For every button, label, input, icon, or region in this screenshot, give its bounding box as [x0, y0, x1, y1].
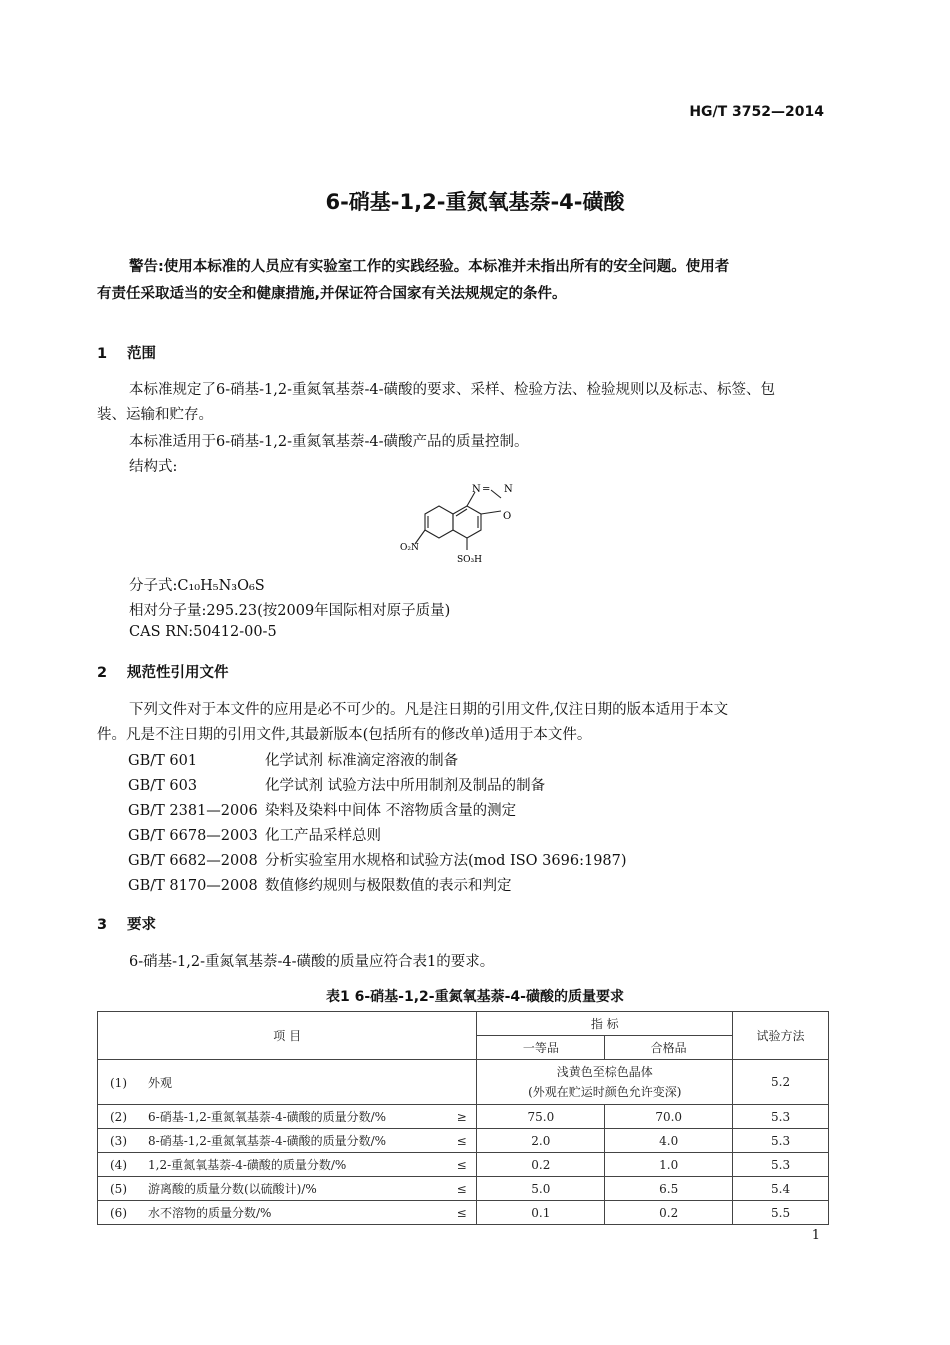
- reference-title: 化工产品采样总则: [265, 828, 381, 844]
- section-title: 要求: [127, 917, 156, 933]
- standard-number: HG/T 3752—2014: [689, 104, 824, 120]
- method-cell: 5.5: [733, 1201, 829, 1225]
- table-header-row: [98, 1012, 829, 1036]
- reference-title: 化学试剂 标准滴定溶液的制备: [265, 753, 459, 769]
- reference-item: [128, 749, 458, 770]
- item-number: (3): [110, 1134, 127, 1148]
- scope-line-1: 本标准规定了6-硝基-1,2-重氮氧基萘-4-磺酸的要求、采样、检验方法、检验规则以及标志、标签、包: [129, 382, 776, 398]
- item-name: 外观: [148, 1075, 173, 1090]
- reference-code: GB/T 8170—2008: [128, 878, 258, 894]
- sulfonic-group-label: SO₃H: [457, 555, 483, 565]
- reference-code: GB/T 2381—2006: [128, 803, 258, 819]
- scope-paragraph: [97, 378, 829, 428]
- item-number: (1): [110, 1075, 127, 1090]
- reference-code: GB/T 6682—2008: [128, 853, 258, 869]
- references-intro-line-1: 下列文件对于本文件的应用是必不可少的。凡是注日期的引用文件,仅注日期的版本适用于本文: [129, 702, 729, 718]
- structural-formula-diagram: [395, 478, 555, 568]
- grade-2-value: 70.0: [605, 1105, 733, 1129]
- warning-line-1: 警告:使用本标准的人员应有实验室工作的实践经验。本标准并未指出所有的安全问题。使用者: [129, 259, 730, 275]
- method-cell: 5.3: [733, 1129, 829, 1153]
- table-caption: 表1 6-硝基-1,2-重氮氧基萘-4-磺酸的质量要求: [326, 989, 624, 1005]
- reference-code: GB/T 6678—2003: [128, 828, 258, 844]
- scope-line-2: 装、运输和贮存。: [97, 407, 213, 423]
- warning-line-2: 有责任采取适当的安全和健康措施,并保证符合国家有关法规规定的条件。: [97, 286, 567, 302]
- references-intro: [97, 698, 829, 748]
- appearance-value: [477, 1060, 733, 1105]
- reference-item: [128, 799, 516, 820]
- header-method: 试验方法: [733, 1012, 829, 1060]
- limit-symbol: ≤: [447, 1153, 477, 1177]
- section-1-heading: [97, 342, 156, 363]
- item-name: 游离酸的质量分数(以硫酸计)/%: [148, 1182, 317, 1196]
- item-number: (4): [110, 1158, 127, 1172]
- naphthalene-right-ring: [453, 506, 481, 538]
- limit-symbol: ≤: [447, 1201, 477, 1225]
- section-number: 1: [97, 346, 108, 362]
- item-cell: [98, 1105, 447, 1129]
- reference-title: 分析实验室用水规格和试验方法(mod ISO 3696:1987): [265, 853, 627, 869]
- table-row: [98, 1060, 829, 1105]
- limit-symbol: ≤: [447, 1129, 477, 1153]
- table-row: [98, 1153, 829, 1177]
- header-index: 指 标: [477, 1012, 733, 1036]
- table-row: [98, 1201, 829, 1225]
- limit-symbol: ≥: [447, 1105, 477, 1129]
- reference-code: GB/T 603: [128, 778, 198, 794]
- item-number: (6): [110, 1206, 127, 1220]
- item-number: (2): [110, 1110, 127, 1124]
- requirements-text: 6-硝基-1,2-重氮氧基萘-4-磺酸的质量应符合表1的要求。: [129, 954, 495, 970]
- item-name: 8-硝基-1,2-重氮氧基萘-4-磺酸的质量分数/%: [148, 1134, 387, 1148]
- method-cell: 5.3: [733, 1105, 829, 1129]
- reference-item: [128, 824, 381, 845]
- quality-requirements-table: [97, 1011, 829, 1225]
- table-row: [98, 1177, 829, 1201]
- scope-applicability: 本标准适用于6-硝基-1,2-重氮氧基萘-4-磺酸产品的质量控制。: [129, 434, 529, 450]
- formula-label: 分子式:: [129, 578, 178, 594]
- item-name: 1,2-重氮氧基萘-4-磺酸的质量分数/%: [148, 1158, 347, 1172]
- atom-n-top-left: N: [472, 484, 481, 495]
- grade-1-value: 0.1: [477, 1201, 605, 1225]
- item-cell: [98, 1201, 447, 1225]
- grade-2-value: 1.0: [605, 1153, 733, 1177]
- section-number: 3: [97, 917, 108, 933]
- cas-number: CAS RN:50412-00-5: [129, 624, 277, 640]
- molecular-weight: 相对分子量:295.23(按2009年国际相对原子质量): [129, 603, 451, 619]
- double-bond-symbol: =: [482, 484, 491, 495]
- item-cell: [98, 1177, 447, 1201]
- grade-2-value: 6.5: [605, 1177, 733, 1201]
- limit-symbol: ≤: [447, 1177, 477, 1201]
- reference-title: 染料及染料中间体 不溶物质含量的测定: [265, 803, 517, 819]
- reference-item: [128, 874, 512, 895]
- grade-1-value: 2.0: [477, 1129, 605, 1153]
- grade-2-value: 4.0: [605, 1129, 733, 1153]
- method-cell: 5.3: [733, 1153, 829, 1177]
- section-3-heading: [97, 913, 156, 934]
- item-number: (5): [110, 1182, 127, 1196]
- reference-code: GB/T 601: [128, 753, 198, 769]
- section-title: 规范性引用文件: [127, 665, 229, 681]
- table-row: [98, 1105, 829, 1129]
- header-grade-1: 一等品: [477, 1036, 605, 1060]
- reference-title: 化学试剂 试验方法中所用制剂及制品的制备: [265, 778, 546, 794]
- section-number: 2: [97, 665, 108, 681]
- grade-1-value: 5.0: [477, 1177, 605, 1201]
- atom-n-top-right: N: [504, 484, 513, 495]
- grade-1-value: 75.0: [477, 1105, 605, 1129]
- grade-2-value: 0.2: [605, 1201, 733, 1225]
- page-number: 1: [811, 1228, 820, 1243]
- method-cell: 5.2: [733, 1060, 829, 1105]
- section-title: 范围: [127, 346, 156, 362]
- references-intro-line-2: 件。凡是不注日期的引用文件,其最新版本(包括所有的修改单)适用于本文件。: [97, 727, 592, 743]
- table-row: [98, 1129, 829, 1153]
- reference-item: [128, 774, 545, 795]
- reference-title: 数值修约规则与极限数值的表示和判定: [265, 878, 512, 894]
- reference-item: [128, 849, 627, 870]
- item-cell: [98, 1153, 447, 1177]
- item-name: 6-硝基-1,2-重氮氧基萘-4-磺酸的质量分数/%: [148, 1110, 387, 1124]
- header-grade-2: 合格品: [605, 1036, 733, 1060]
- header-item: 项 目: [98, 1012, 477, 1060]
- appearance-line-1: 浅黄色至棕色晶体: [556, 1065, 653, 1079]
- item-cell: [98, 1060, 477, 1105]
- molecular-formula: [129, 574, 265, 595]
- grade-1-value: 0.2: [477, 1153, 605, 1177]
- document-title: 6-硝基-1,2-重氮氧基萘-4-磺酸: [325, 190, 625, 214]
- warning-paragraph: [97, 254, 829, 308]
- section-2-heading: [97, 661, 229, 682]
- structure-label: 结构式:: [129, 459, 178, 475]
- item-name: 水不溶物的质量分数/%: [148, 1206, 272, 1220]
- naphthalene-left-ring: [425, 506, 453, 538]
- appearance-line-2: (外观在贮运时颜色允许变深): [528, 1085, 682, 1099]
- atom-o: O: [503, 511, 512, 522]
- item-cell: [98, 1129, 447, 1153]
- formula-value: C₁₀H₅N₃O₆S: [177, 578, 265, 594]
- method-cell: 5.4: [733, 1177, 829, 1201]
- nitro-group-label: O₂N: [400, 543, 419, 553]
